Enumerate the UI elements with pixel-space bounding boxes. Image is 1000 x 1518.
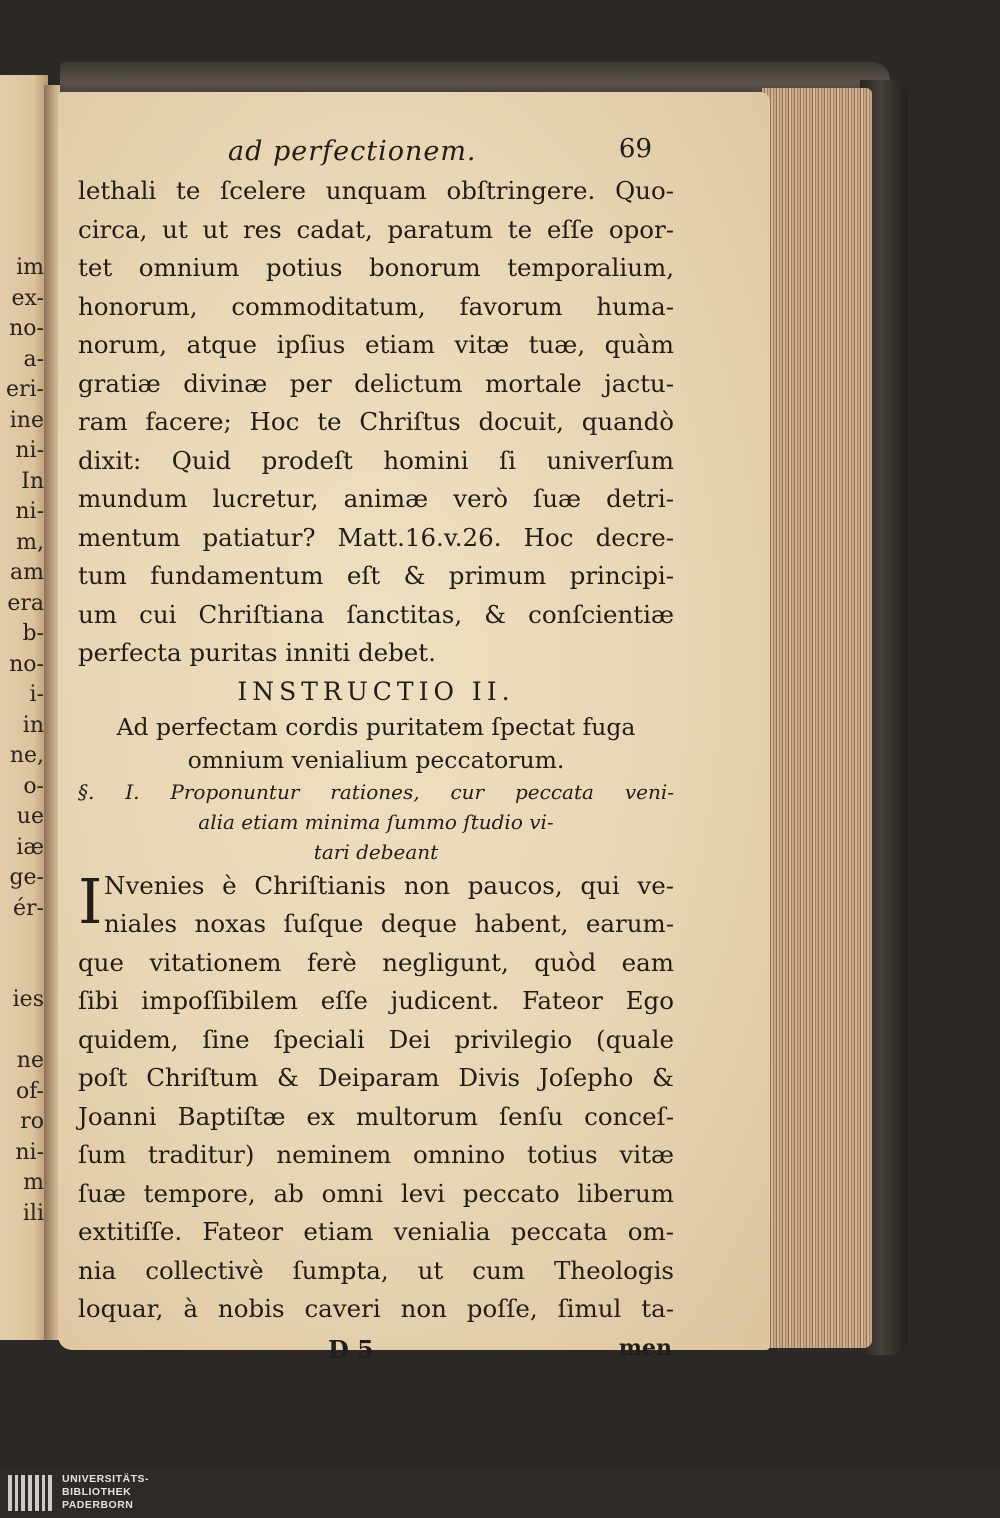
left-fragment: o- xyxy=(23,773,44,799)
library-logo-text xyxy=(62,1473,149,1512)
left-fragment: ex- xyxy=(11,285,44,311)
left-fragment: ro xyxy=(20,1109,44,1134)
left-fragment: ine xyxy=(9,407,44,433)
text-line: norum, atque ipſius etiam vitæ tuæ, quàm xyxy=(78,330,674,359)
text-line: ram facere; Hoc te Chriſtus docuit, quandò xyxy=(78,407,674,436)
text-line: nia collectivè ſumpta, ut cum Theologis xyxy=(78,1255,674,1285)
left-fragment: era xyxy=(7,590,44,616)
left-fragment: iæ xyxy=(16,834,44,860)
text-line: gratiæ divinæ per delictum mortale jactu- xyxy=(78,368,674,398)
text-line: perfecta puritas inniti debet. xyxy=(78,638,436,667)
running-head xyxy=(78,126,674,172)
text-line: loquar, à nobis caveri non poſſe, ſimul ta- xyxy=(78,1294,674,1323)
text-line: extitiſſe. Fateor etiam venialia peccata om- xyxy=(78,1217,674,1246)
text-line: niales noxas ſuſque deque habent, earum- xyxy=(104,909,674,938)
text-line: Joanni Baptiſtæ ex multorum ſenſu conceſ- xyxy=(78,1101,674,1131)
left-fragment: of- xyxy=(15,1078,44,1104)
left-fragment: m xyxy=(23,1170,44,1195)
left-fragment: ili xyxy=(22,1200,44,1226)
left-fragment: in xyxy=(22,712,44,738)
section-title: §. I. Proponuntur rationes, cur peccata veni- xyxy=(78,779,674,804)
left-page-text-fragments xyxy=(0,253,44,1229)
left-fragment: ne, xyxy=(9,743,44,768)
left-fragment: im xyxy=(16,255,44,280)
text-line: poſt Chriſtum & Deiparam Divis Joſepho & xyxy=(78,1063,674,1092)
left-fragment: b- xyxy=(22,621,44,646)
left-fragment: a- xyxy=(23,346,44,372)
page-text xyxy=(78,126,674,1371)
paragraph-1 xyxy=(78,172,674,673)
left-fragment xyxy=(0,924,44,955)
text-line: circa, ut ut res cadat, paratum te eſſe opor- xyxy=(78,214,674,244)
left-fragment: eri- xyxy=(5,377,44,402)
signature-line xyxy=(78,1331,674,1371)
library-logo-icon xyxy=(8,1475,52,1511)
text-line: Nvenies è Chriſtianis non paucos, qui ve- xyxy=(104,870,674,900)
left-fragment: ge- xyxy=(9,865,44,890)
left-fragment: no- xyxy=(9,651,44,677)
text-line: quidem, ſine ſpeciali Dei privilegio (quale xyxy=(78,1024,674,1054)
instruction-subtitle: omnium venialium peccatorum. xyxy=(187,745,565,774)
text-line: ſibi impoſſibilem eſſe judicent. Fateor Ego xyxy=(78,986,674,1015)
text-line: dixit: Quid prodeſt homini ſi univerſum xyxy=(78,445,674,475)
left-fragment: ue xyxy=(16,804,44,829)
left-fragment: no- xyxy=(9,316,44,341)
left-page-edge xyxy=(0,75,48,1340)
logo-line: PADERBORN xyxy=(62,1499,134,1511)
logo-line: BIBLIOTHEK xyxy=(62,1486,132,1498)
text-line: ſuæ tempore, ab omni levi peccato liberum xyxy=(78,1178,674,1208)
section-title: alia etiam minima ſummo ſtudio vi- xyxy=(198,809,554,834)
left-fragment xyxy=(0,955,44,986)
text-line: que vitationem ferè negligunt, quòd eam xyxy=(78,947,674,977)
text-line: um cui Chriſtiana ſanctitas, & conſcientiæ xyxy=(78,599,674,629)
paragraph-2 xyxy=(78,864,674,1329)
text-line: lethali te ſcelere unquam obſtringere. Quo- xyxy=(78,176,674,205)
text-line: honorum, commoditatum, favorum huma- xyxy=(78,291,674,321)
section-title: tari debeant xyxy=(313,839,439,864)
left-fragment: ni- xyxy=(15,1139,44,1165)
text-line: mentum patiatur? Matt.16.v.26. Hoc decre- xyxy=(78,522,674,552)
text-line: tet omnium potius bonorum temporalium, xyxy=(78,253,674,282)
page-edges xyxy=(762,88,872,1348)
library-footer xyxy=(0,1468,1000,1518)
page-number: 69 xyxy=(618,134,652,164)
running-title: ad perfectionem. xyxy=(228,136,477,167)
left-fragment xyxy=(0,1016,44,1047)
drop-cap: I xyxy=(78,864,103,938)
left-fragment: am xyxy=(10,560,44,585)
text-line: ſum traditur) neminem omnino totius vitæ xyxy=(78,1140,674,1169)
left-fragment: ni- xyxy=(15,438,44,463)
left-fragment: ies xyxy=(12,987,44,1012)
left-fragment: m, xyxy=(16,529,44,555)
catchword: men xyxy=(618,1334,672,1361)
left-fragment: i- xyxy=(29,682,44,707)
left-fragment: ne xyxy=(16,1048,44,1073)
instruction-heading: INSTRUCTIO II. xyxy=(237,676,515,706)
left-fragment: ni- xyxy=(15,499,44,524)
text-line: mundum lucretur, animæ verò ſuæ detri- xyxy=(78,484,674,513)
instruction-subtitle: Ad perfectam cordis puritatem ſpectat fuga xyxy=(116,712,636,741)
signature-mark: D 5 xyxy=(328,1334,374,1364)
left-fragment: In xyxy=(21,468,44,494)
text-line: tum fundamentum eſt & primum principi- xyxy=(78,561,674,590)
logo-line: UNIVERSITÄTS- xyxy=(62,1473,150,1485)
left-fragment: ér- xyxy=(13,895,44,921)
